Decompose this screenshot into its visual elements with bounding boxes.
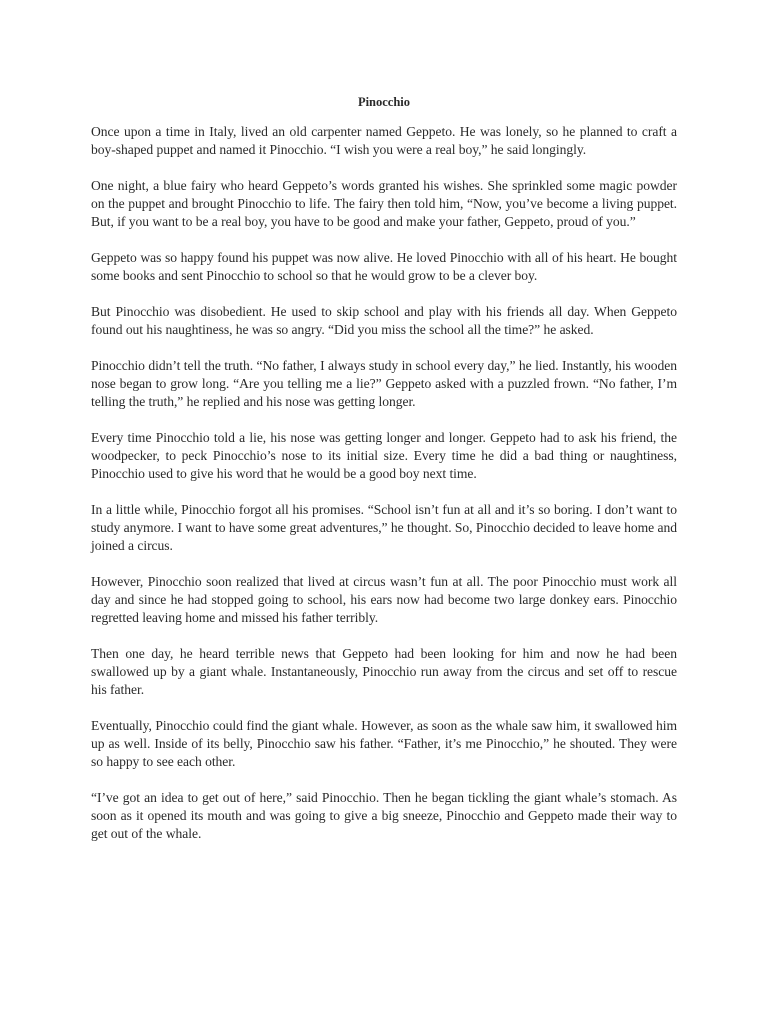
paragraph-2: One night, a blue fairy who heard Geppeto’s words granted his wishes. She sprinkled some magic powder on the puppet and brought Pinocchio to life. The fairy then told him, “Now, you’ve become a living puppet. But, if you want to be a real boy, you have to be good and make your father, Geppeto, proud of you.” [91, 178, 677, 229]
paragraph-4: But Pinocchio was disobedient. He used to skip school and play with his friends all day. When Geppeto found out his naughtiness, he was so angry. “Did you miss the school all the time?” he asked. [91, 304, 677, 337]
paragraph-10: Eventually, Pinocchio could find the giant whale. However, as soon as the whale saw him, it swallowed him up as well. Inside of its belly, Pinocchio saw his father. “Father, it’s me Pinocchio,” he shouted. They were so happy to see each other. [91, 718, 677, 769]
paragraph-1: Once upon a time in Italy, lived an old carpenter named Geppeto. He was lonely, so he planned to craft a boy-shaped puppet and named it Pinocchio. “I wish you were a real boy,” he said longingly. [91, 124, 677, 157]
paragraph-5: Pinocchio didn’t tell the truth. “No father, I always study in school every day,” he lied. Instantly, his wooden nose began to grow long. “Are you telling me a lie?” Geppeto asked with a puzzled frown. “No father, I’m telling the truth,” he replied and his nose was getting longer. [91, 358, 677, 409]
paragraph-8: However, Pinocchio soon realized that lived at circus wasn’t fun at all. The poor Pinocchio must work all day and since he had stopped going to school, his ears now had become two large donkey ears. Pinocchio regretted leaving home and missed his father terribly. [91, 574, 677, 625]
paragraph-7: In a little while, Pinocchio forgot all his promises. “School isn’t fun at all and it’s so boring. I don’t want to study anymore. I want to have some great adventures,” he thought. So, Pinocchio decided to leave home and joined a circus. [91, 502, 677, 553]
paragraph-11: “I’ve got an idea to get out of here,” said Pinocchio. Then he began tickling the giant whale’s stomach. As soon as it opened its mouth and was going to give a big sneeze, Pinocchio and Geppeto made their way to get out of the whale. [91, 790, 677, 841]
paragraph-9: Then one day, he heard terrible news that Geppeto had been looking for him and now he had been swallowed up by a giant whale. Instantaneously, Pinocchio run away from the circus and set off to rescue his father. [91, 646, 677, 697]
document-title: Pinocchio [357, 95, 411, 109]
paragraph-3: Geppeto was so happy found his puppet was now alive. He loved Pinocchio with all of his heart. He bought some books and sent Pinocchio to school so that he would grow to be a clever boy. [91, 250, 677, 283]
paragraph-6: Every time Pinocchio told a lie, his nose was getting longer and longer. Geppeto had to ask his friend, the woodpecker, to peck Pinocchio’s nose to its initial size. Every time he did a bad thing or naughtiness, Pinocchio used to give his word that he would be a good boy next time. [91, 430, 677, 481]
